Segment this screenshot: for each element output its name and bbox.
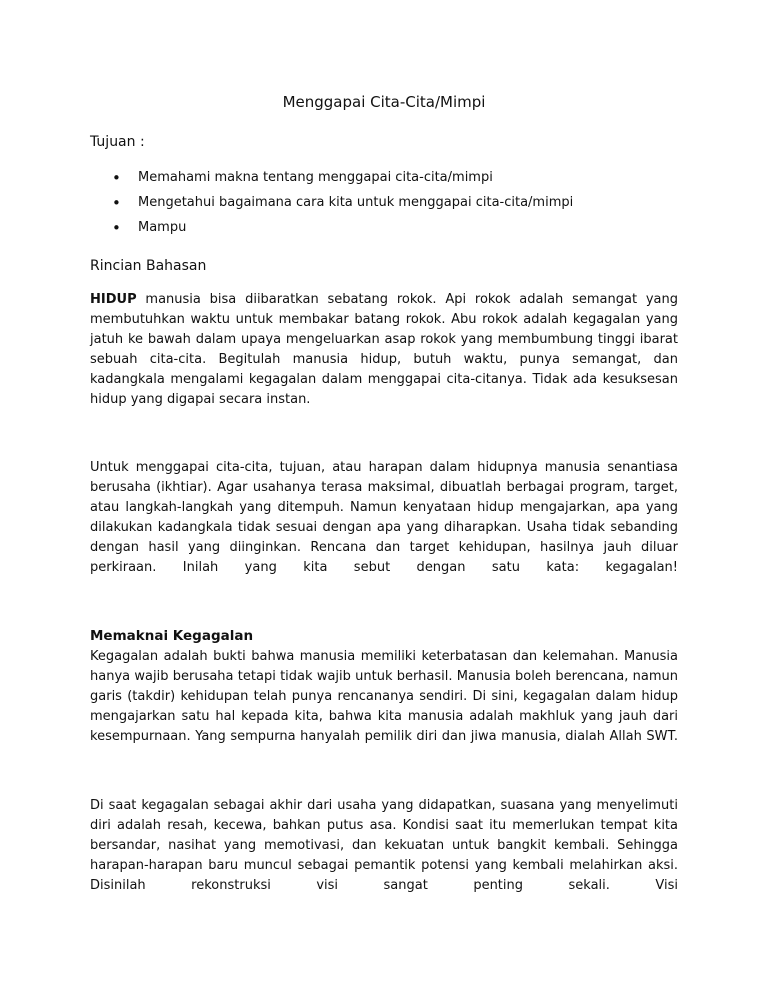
goals-list <box>90 168 573 243</box>
rincian-label: Rincian Bahasan <box>90 258 207 274</box>
goal-item: • Memahami makna tentang menggapai cita-cita/mimpi <box>90 168 573 193</box>
paragraph-body: manusia bisa diibaratkan sebatang rokok. Api rokok adalah semangat yang membutuhkan waktu untuk membakar batang rokok. Abu rokok adalah kegagalan yang jatuh ke bawah dalam upaya mengeluarkan asap rokok yang membumbung tinggi ibarat sebuah cita-cita. Begitulah manusia hidup, butuh waktu, punya semangat, dan kadangkala mengalami kegagalan dalam menggapai cita-citanya. Tidak ada kesuksesan hidup yang digapai secara instan. <box>90 292 678 407</box>
paragraph-kegagalan: Kegagalan adalah bukti bahwa manusia memiliki keterbatasan dan kelemahan. Manusia hanya wajib berusaha tetapi tidak wajib untuk berhasil. Manusia boleh berencana, namun garis (takdir) kehidupan telah punya rencananya sendiri. Di sini, kegagalan dalam hidup mengajarkan satu hal kepada kita, bahwa kita manusia adalah makhluk yang jauh dari kesempurnaan. Yang sempurna hanyalah pemilik diri dan jiwa manusia, dialah Allah SWT. <box>90 649 678 744</box>
paragraph-hidup <box>90 290 678 410</box>
paragraph-usaha: Untuk menggapai cita-cita, tujuan, atau harapan dalam hidupnya manusia senantiasa berusaha (ikhtiar). Agar usahanya terasa maksimal, dibuatlah berbagai program, target, atau langkah-langkah yang ditempuh. Namun kenyataan hidup mengajarkan, apa yang dilakukan kadangkala tidak sesuai dengan apa yang diharapkan. Usaha tidak sebanding dengan hasil yang diinginkan. Rencana dan target kehidupan, hasilnya jauh diluar perkiraan. Inilah yang kita sebut dengan satu kata: kegagalan! <box>90 460 678 575</box>
goal-item: • Mampu <box>90 218 573 243</box>
paragraph-lead-word: HIDUP <box>90 292 137 307</box>
section-heading: Memaknai Kegagalan <box>90 628 254 644</box>
document-title: Menggapai Cita-Cita/Mimpi <box>282 93 486 111</box>
goal-item: • Mengetahui bagaimana cara kita untuk menggapai cita-cita/mimpi <box>90 193 573 218</box>
paragraph-bangkit: Di saat kegagalan sebagai akhir dari usaha yang didapatkan, suasana yang menyelimuti diri adalah resah, kecewa, bahkan putus asa. Kondisi saat itu memerlukan tempat kita bersandar, nasihat yang memotivasi, dan kekuatan untuk bangkit kembali. Sehingga harapan-harapan baru muncul sebagai pemantik potensi yang kembali melahirkan aksi. Disinilah rekonstruksi visi sangat penting sekali. Visi <box>90 798 678 893</box>
tujuan-label: Tujuan : <box>90 134 145 150</box>
